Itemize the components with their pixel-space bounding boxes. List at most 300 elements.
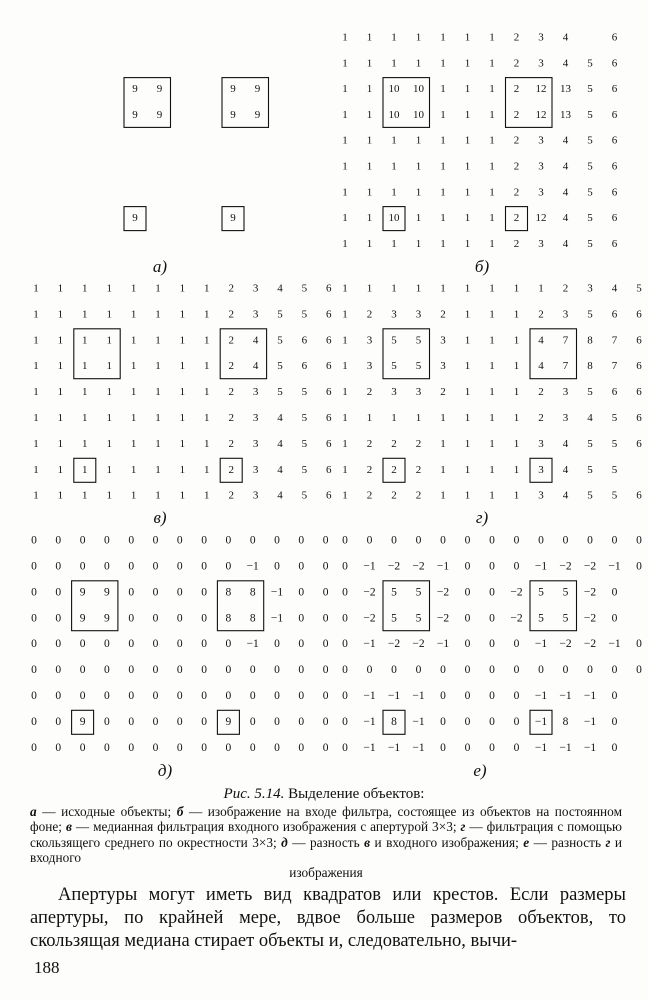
matrix-cell: 6 [611, 237, 618, 250]
matrix-cell: 1 [440, 282, 446, 295]
matrix-cell: 0 [464, 560, 471, 573]
matrix-cell: 1 [179, 437, 186, 450]
caption-last-line: изображения [289, 865, 363, 881]
matrix-cell: 0 [31, 690, 37, 703]
matrix-cell: 3 [415, 386, 422, 399]
matrix-cell: 0 [176, 638, 183, 651]
matrix-cell: 1 [204, 282, 210, 295]
matrix-cell: 3 [366, 334, 373, 347]
matrix-cell: 1 [179, 412, 186, 425]
caption-letter: в [65, 819, 72, 835]
matrix-cell: 1 [106, 360, 112, 373]
matrix-cell: 2 [366, 386, 373, 399]
matrix-cell: 0 [342, 560, 348, 573]
matrix-cell: 0 [489, 741, 495, 754]
matrix-cell: 0 [128, 612, 135, 625]
matrix-cell: 1 [489, 57, 495, 70]
caption-text: — исходные объекты; [36, 804, 177, 819]
matrix-cell: 2 [391, 437, 397, 450]
matrix-cell: 0 [464, 586, 471, 599]
matrix-cell: 1 [489, 360, 495, 373]
matrix-cell: 2 [513, 83, 520, 96]
matrix-cell: 1 [57, 334, 64, 347]
matrix-cell: 0 [31, 586, 37, 599]
matrix-cell: 1 [415, 57, 422, 70]
matrix-cell: 1 [82, 282, 88, 295]
matrix-cell: 3 [415, 308, 422, 321]
matrix-cell: −1 [246, 560, 259, 573]
matrix-cell: 0 [513, 664, 520, 677]
matrix-cell: 0 [636, 534, 642, 547]
matrix-cell: 4 [562, 437, 569, 450]
matrix-cell: 1 [342, 31, 348, 44]
matrix-cell: 0 [587, 534, 593, 547]
matrix-cell: 8 [225, 612, 232, 625]
matrix-cell: 0 [513, 690, 520, 703]
matrix-cell: 0 [79, 664, 86, 677]
matrix-cell: 1 [366, 31, 373, 44]
matrix-cell: 1 [489, 412, 495, 425]
matrix-cell: 5 [391, 586, 397, 599]
matrix-cell: 0 [55, 638, 62, 651]
matrix-cell: −1 [534, 638, 548, 651]
matrix-cell: 1 [415, 237, 422, 250]
matrix-cell: 0 [225, 741, 232, 754]
matrix-cell: 6 [636, 360, 642, 373]
matrix-cell: 6 [611, 160, 618, 173]
matrix-cell: 6 [326, 334, 332, 347]
matrix-cell: 2 [228, 308, 234, 321]
matrix-cell: 1 [33, 308, 39, 321]
matrix-cell: 0 [489, 560, 495, 573]
matrix-cell: 4 [562, 57, 569, 70]
matrix-cell: 0 [562, 534, 569, 547]
matrix-cell: 0 [152, 741, 159, 754]
matrix-cell: 0 [298, 612, 305, 625]
matrix-cell: 1 [342, 463, 348, 476]
matrix-cell: 4 [277, 412, 283, 425]
matrix-cell: 1 [204, 308, 210, 321]
matrix-cell: 1 [440, 489, 446, 502]
matrix-cell: 4 [562, 31, 569, 44]
matrix-cell: 1 [179, 463, 186, 476]
matrix-cell: 0 [55, 715, 62, 728]
matrix-cell: 5 [611, 463, 618, 476]
matrix-cell: 1 [342, 212, 348, 225]
matrix-cell: 1 [366, 134, 373, 147]
matrix-cell: 1 [513, 334, 520, 347]
matrix-cell: 0 [322, 741, 329, 754]
matrix-cell: 0 [201, 715, 207, 728]
matrix-cell: −1 [363, 715, 376, 728]
matrix-cell: 6 [326, 437, 332, 450]
matrix-cell: 0 [636, 560, 642, 573]
matrix-cell: 3 [562, 412, 569, 425]
matrix-cell: 5 [611, 489, 618, 502]
matrix-cell: 1 [130, 282, 137, 295]
matrix-cell: 0 [176, 741, 183, 754]
matrix-cell: 0 [611, 690, 618, 703]
matrix-cell: 5 [587, 489, 593, 502]
matrix-cell: 5 [277, 308, 283, 321]
matrix-cell: 1 [82, 386, 88, 399]
figure-caption-legend [30, 804, 622, 880]
matrix-cell: 6 [636, 437, 642, 450]
matrix-cell: 0 [152, 664, 159, 677]
matrix-cell: 1 [366, 160, 373, 173]
matrix-cell: 0 [415, 534, 422, 547]
matrix-cell: 1 [106, 282, 112, 295]
matrix-cell: 1 [489, 212, 495, 225]
matrix-cell: 1 [155, 308, 161, 321]
matrix-cell: 5 [587, 437, 593, 450]
matrix-cell: 9 [79, 715, 86, 728]
matrix-cell: 1 [489, 134, 495, 147]
matrix-cell: 1 [366, 282, 373, 295]
matrix-cell: 5 [611, 412, 618, 425]
matrix-cell: 0 [322, 690, 329, 703]
matrix-cell: 0 [322, 715, 329, 728]
matrix-cell: −1 [363, 741, 376, 754]
matrix-cell: 0 [176, 560, 183, 573]
matrix-cell: 5 [415, 360, 422, 373]
matrix-cell: 0 [55, 586, 62, 599]
matrix-cell: 1 [489, 108, 495, 121]
matrix-cell: 1 [366, 83, 373, 96]
matrix-cell: −1 [412, 741, 425, 754]
matrix-cell: 1 [342, 360, 348, 373]
matrix-cell: 1 [464, 186, 471, 199]
matrix-cell: −2 [559, 638, 572, 651]
matrix-cell: 9 [132, 108, 138, 121]
matrix-e [342, 535, 642, 780]
matrix-cell: 3 [538, 186, 544, 199]
matrix-cell: 1 [342, 83, 348, 96]
matrix-cell: 3 [538, 437, 544, 450]
matrix-cell: 0 [152, 638, 159, 651]
matrix-cell: 6 [326, 412, 332, 425]
matrix-cell: 1 [464, 57, 471, 70]
matrix-cell: 1 [464, 489, 471, 502]
matrix-cell: −1 [583, 690, 597, 703]
matrix-cell: 0 [489, 586, 495, 599]
matrix-cell: 0 [366, 534, 373, 547]
caption-text: — разность [287, 834, 365, 850]
matrix-cell: 0 [611, 586, 618, 599]
caption-letter: е [523, 834, 530, 850]
matrix-v [33, 283, 332, 527]
matrix-cell: 0 [440, 690, 446, 703]
matrix-cell: 1 [342, 386, 348, 399]
matrix-cell: 6 [326, 282, 332, 295]
matrix-cell: 4 [252, 360, 259, 373]
matrix-cell: 1 [57, 437, 64, 450]
matrix-cell: 1 [391, 31, 397, 44]
matrix-cell: 4 [562, 489, 569, 502]
matrix-cell: −1 [363, 638, 376, 651]
matrix-cell: 0 [31, 534, 37, 547]
object-frame [72, 581, 118, 631]
matrix-cell: 0 [415, 664, 422, 677]
matrix-cell: 9 [230, 83, 236, 96]
matrix-cell: 1 [489, 334, 495, 347]
matrix-cell: 3 [252, 282, 259, 295]
matrix-cell: 2 [366, 437, 373, 450]
matrix-cell: 3 [252, 308, 259, 321]
matrix-cell: 1 [513, 308, 520, 321]
matrix-cell: 5 [587, 83, 593, 96]
matrix-cell: 1 [33, 282, 39, 295]
matrix-cell: 0 [152, 612, 159, 625]
matrix-cell: −2 [363, 612, 376, 625]
matrix-cell: 6 [326, 463, 332, 476]
matrix-cell: 12 [535, 212, 547, 225]
matrix-cell: 0 [128, 715, 135, 728]
matrix-cell: 0 [55, 534, 62, 547]
matrix-cell: 0 [128, 560, 135, 573]
matrix-cell: 6 [326, 386, 332, 399]
matrix-cell: 1 [464, 412, 471, 425]
matrix-cell: 0 [31, 612, 37, 625]
caption-text: — разность [529, 834, 606, 850]
matrix-cell: 1 [82, 437, 88, 450]
matrix-cell: 1 [155, 463, 161, 476]
matrix-cell: 0 [176, 586, 183, 599]
matrix-cell: 9 [230, 212, 236, 225]
matrix-cell: 0 [636, 664, 642, 677]
matrix-cell: 0 [152, 560, 159, 573]
matrix-cell: 0 [611, 741, 618, 754]
matrix-cell: 1 [33, 386, 39, 399]
matrix-cell: 6 [611, 31, 618, 44]
matrix-cell: −2 [510, 586, 523, 599]
matrix-cell: 1 [342, 412, 348, 425]
matrix-cell: 5 [301, 412, 308, 425]
matrix-cell: 0 [538, 664, 544, 677]
matrix-cell: 9 [79, 612, 86, 625]
matrix-cell: −1 [534, 690, 548, 703]
matrix-cell: 0 [342, 690, 348, 703]
matrix-cell: 1 [440, 83, 446, 96]
matrix-cell: −2 [387, 560, 401, 573]
matrix-cell: 5 [611, 437, 618, 450]
matrix-cell: 1 [179, 386, 186, 399]
matrix-cell: 0 [322, 612, 329, 625]
matrix-cell: 0 [176, 534, 183, 547]
matrix-cell: 1 [342, 134, 348, 147]
matrix-cell: 8 [587, 334, 593, 347]
matrix-cell: 0 [298, 534, 305, 547]
matrix-cell: 0 [611, 664, 618, 677]
matrix-cell: 1 [489, 186, 495, 199]
matrix-cell: −2 [510, 612, 523, 625]
matrix-cell: 1 [464, 463, 471, 476]
matrix-cell: 6 [326, 360, 332, 373]
matrix-cell: 4 [562, 186, 569, 199]
matrix-cell: 5 [587, 186, 593, 199]
matrix-cell: 1 [415, 412, 422, 425]
matrix-cell: −2 [412, 560, 425, 573]
matrix-cell: 1 [204, 360, 210, 373]
matrix-cell: 6 [611, 386, 618, 399]
matrix-cell: 1 [204, 412, 210, 425]
matrix-cell: 3 [252, 386, 259, 399]
matrix-cell: 1 [489, 83, 495, 96]
matrix-cell: −2 [387, 638, 401, 651]
panel-label-a: а) [152, 257, 168, 276]
body-paragraph [30, 884, 626, 953]
matrix-cell: 5 [587, 463, 593, 476]
matrix-cell: 2 [562, 282, 569, 295]
matrix-cell: 9 [104, 612, 110, 625]
matrix-cell: 1 [130, 308, 137, 321]
matrix-cell: 2 [228, 334, 234, 347]
matrix-cell: −1 [412, 690, 425, 703]
matrix-cell: 1 [366, 108, 373, 121]
matrix-cell: 0 [298, 638, 305, 651]
matrix-cell: 6 [301, 334, 308, 347]
matrix-cell: 1 [415, 31, 422, 44]
matrix-cell: 6 [301, 360, 308, 373]
caption-letter: а [30, 804, 37, 819]
matrix-cell: −1 [534, 741, 548, 754]
matrix-cell: 1 [33, 334, 39, 347]
matrix-cell: −1 [270, 586, 284, 599]
matrix-cell: 5 [391, 612, 397, 625]
matrix-cell: 0 [249, 690, 256, 703]
matrix-cell: −2 [583, 586, 597, 599]
matrix-cell: 0 [201, 690, 207, 703]
matrix-cell: 0 [201, 638, 207, 651]
matrix-cell: 3 [538, 463, 544, 476]
matrix-cell: 0 [128, 741, 135, 754]
matrix-cell: 4 [562, 463, 569, 476]
matrix-cell: 4 [277, 489, 283, 502]
matrix-cell: 12 [535, 83, 547, 96]
matrix-cell: 5 [587, 237, 593, 250]
matrix-cell: 10 [388, 83, 400, 96]
matrix-cell: −1 [246, 638, 259, 651]
matrix-cell: 0 [55, 560, 62, 573]
matrix-cell: 1 [106, 308, 112, 321]
matrix-cell: 9 [132, 212, 138, 225]
matrix-cell: 1 [489, 308, 495, 321]
matrix-cell: 0 [225, 534, 232, 547]
caption-text: — фильтрация с помощью скользящего среднего по окрестности 3×3; [30, 819, 622, 850]
matrix-cell: 0 [274, 690, 280, 703]
matrix-cell: 3 [562, 308, 569, 321]
matrix-cell: 2 [228, 437, 234, 450]
matrix-cell: 0 [513, 715, 520, 728]
matrix-cell: 1 [57, 386, 64, 399]
matrix-cell: 1 [489, 489, 495, 502]
matrix-cell: 8 [562, 715, 569, 728]
matrix-cell: 2 [228, 360, 234, 373]
matrix-cell: 3 [252, 489, 259, 502]
matrix-cell: 0 [440, 715, 446, 728]
matrix-cell: 5 [587, 308, 593, 321]
matrix-cell: 1 [342, 108, 348, 121]
matrix-cell: 0 [464, 664, 471, 677]
caption-letter: г [460, 819, 466, 835]
matrix-cell: 0 [391, 664, 397, 677]
matrix-cell: 0 [128, 586, 135, 599]
matrix-cell: 0 [489, 612, 495, 625]
matrix-cell: 1 [342, 282, 348, 295]
matrix-cell: 0 [249, 715, 256, 728]
matrix-cell: 2 [440, 386, 446, 399]
caption-legend-text [30, 804, 622, 865]
matrix-cell: 0 [55, 664, 62, 677]
matrix-cell: 5 [301, 386, 308, 399]
matrix-cell: −1 [270, 612, 284, 625]
matrix-cell: 0 [513, 638, 520, 651]
matrix-cell: 7 [562, 360, 569, 373]
matrix-cell: 9 [225, 715, 232, 728]
matrix-cell: 9 [230, 108, 236, 121]
matrix-cell: 3 [440, 360, 446, 373]
matrix-cell: 0 [513, 560, 520, 573]
matrix-cell: 0 [464, 741, 471, 754]
matrix-cell: 1 [464, 334, 471, 347]
matrix-a [124, 78, 269, 276]
matrix-cell: 0 [201, 560, 207, 573]
matrix-cell: −1 [534, 715, 548, 728]
matrix-cell: 0 [225, 664, 232, 677]
matrix-cell: 2 [415, 437, 422, 450]
matrix-cell: 9 [79, 586, 86, 599]
matrix-cell: 1 [489, 160, 495, 173]
caption-letter: б [176, 804, 184, 819]
matrix-cell: 0 [464, 534, 471, 547]
matrix-cell: 5 [277, 334, 283, 347]
matrix-cell: 1 [155, 360, 161, 373]
matrix-cell: 0 [611, 612, 618, 625]
matrix-cell: 1 [513, 386, 520, 399]
matrix-cell: 4 [277, 282, 283, 295]
matrix-cell: 3 [538, 237, 544, 250]
matrix-cell: 9 [132, 83, 138, 96]
matrix-cell: 6 [636, 334, 642, 347]
matrix-cell: −1 [363, 690, 376, 703]
object-frame [383, 329, 430, 379]
matrix-cell: 0 [342, 612, 348, 625]
matrix-cell: 1 [440, 463, 446, 476]
matrix-cell: 5 [587, 108, 593, 121]
matrix-cell: 1 [82, 308, 88, 321]
matrix-cell: 1 [342, 489, 348, 502]
matrix-cell: 1 [130, 412, 137, 425]
matrix-cell: 1 [57, 463, 64, 476]
matrix-cell: 2 [513, 160, 520, 173]
matrix-cell: −1 [608, 638, 621, 651]
matrix-cell: 1 [33, 412, 39, 425]
matrix-cell: 1 [155, 412, 161, 425]
matrix-cell: 0 [31, 638, 37, 651]
matrix-cell: 1 [440, 412, 446, 425]
matrix-cell: 1 [489, 437, 495, 450]
matrix-cell: 0 [128, 534, 135, 547]
matrix-cell: 2 [538, 308, 544, 321]
matrix-cell: 1 [391, 282, 397, 295]
caption-letter: в [364, 834, 371, 850]
matrix-cell: 1 [440, 437, 446, 450]
matrix-cell: 1 [342, 334, 348, 347]
matrix-cell: 1 [33, 489, 39, 502]
matrix-cell: 2 [228, 412, 234, 425]
matrix-cell: 6 [611, 108, 618, 121]
matrix-cell: 0 [104, 560, 110, 573]
